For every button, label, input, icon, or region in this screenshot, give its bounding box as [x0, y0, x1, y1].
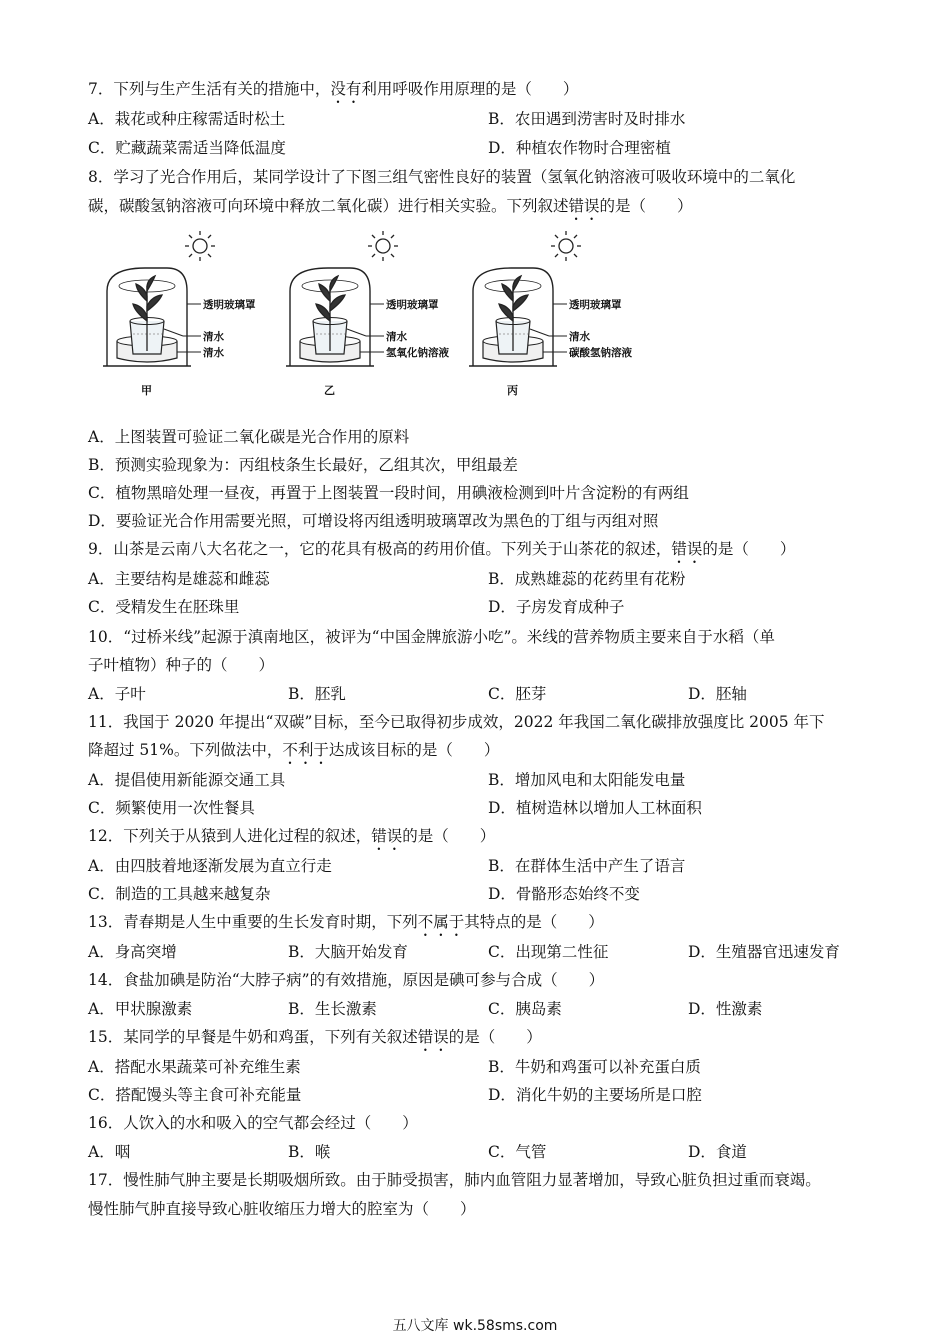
q15-option-c: C．搭配馒头等主食可补充能量: [88, 1086, 302, 1104]
q15-option-b: B．牛奶和鸡蛋可以补充蛋白质: [488, 1058, 701, 1076]
q14-option-c: C．胰岛素: [488, 1000, 562, 1018]
q10-option-c: C．胚芽: [488, 685, 547, 703]
label-dish-solution: 氢氧化钠溶液: [386, 347, 449, 359]
q10-stem-line1: 10．“过桥米线”起源于滇南地区，被评为“中国金牌旅游小吃”。米线的营养物质主要来自于水稻（单: [88, 628, 775, 646]
q12-option-c: C．制造的工具越来越复杂: [88, 885, 271, 903]
setup-jia: [103, 231, 256, 397]
q7-option-c: C．贮藏蔬菜需适当降低温度: [88, 139, 286, 157]
q11-stem-line2: 降超过 51%。下列做法中，不利于达成该目标的是（ ）: [88, 741, 500, 759]
setup-bing: [469, 231, 632, 397]
label-water-beaker: 清水: [203, 331, 224, 343]
q11-option-b: B．增加风电和太阳能发电量: [488, 771, 686, 789]
q13-option-d: D．生殖器官迅速发育: [688, 943, 840, 961]
sun-icon: [551, 231, 581, 261]
q14-option-d: D．性激素: [688, 1000, 763, 1018]
q10-option-b: B．胚乳: [288, 685, 346, 703]
q8-option-b: B．预测实验现象为：丙组枝条生长最好，乙组其次，甲组最差: [88, 456, 518, 474]
q13-stem: 13．青春期是人生中重要的生长发育时期，下列不属于其特点的是（ ）: [88, 913, 604, 931]
setup-yi: [286, 231, 449, 397]
q9-option-c: C．受精发生在胚珠里: [88, 598, 240, 616]
q12-stem: 12．下列关于从猿到人进化过程的叙述，错误的是（ ）: [88, 827, 496, 845]
q17-stem-line2: 慢性肺气肿直接导致心脏收缩压力增大的腔室为（ ）: [88, 1200, 476, 1218]
q9-option-a: A．主要结构是雄蕊和雌蕊: [88, 570, 270, 588]
label-glass-cover: 透明玻璃罩: [569, 299, 622, 311]
q8-stem-line2: 碳，碳酸氢钠溶液可向环境中释放二氧化碳）进行相关实验。下列叙述错误的是（ ）: [88, 197, 693, 215]
q16-stem: 16．人饮入的水和吸入的空气都会经过（ ）: [88, 1114, 418, 1132]
q16-option-d: D．食道: [688, 1143, 747, 1161]
label-glass-cover: 透明玻璃罩: [203, 299, 256, 311]
q16-option-c: C．气管: [488, 1143, 547, 1161]
q14-stem: 14．食盐加碘是防治“大脖子病”的有效措施，原因是碘可参与合成（ ）: [88, 971, 605, 989]
q7-stem: 7．下列与生产生活有关的措施中，没有利用呼吸作用原理的是（ ）: [88, 80, 579, 98]
caption-yi: 乙: [324, 384, 335, 397]
q11-stem-line1: 11．我国于 2020 年提出“双碳”目标，至今已取得初步成效，2022 年我国二氧化碳排放强度比 2005 年下: [88, 713, 825, 731]
caption-jia: 甲: [141, 384, 152, 397]
q16-option-b: B．喉: [288, 1143, 331, 1161]
q7-option-d: D．种植农作物时合理密植: [488, 139, 671, 157]
q8-option-d: D．要验证光合作用需要光照，可增设将丙组透明玻璃罩改为黑色的丁组与丙组对照: [88, 512, 659, 530]
caption-bing: 丙: [507, 384, 518, 397]
q15-stem: 15．某同学的早餐是牛奶和鸡蛋，下列有关叙述错误的是（ ）: [88, 1028, 542, 1046]
q9-option-d: D．子房发育成种子: [488, 598, 625, 616]
q14-option-b: B．生长激素: [288, 1000, 377, 1018]
q11-option-d: D．植树造林以增加人工林面积: [488, 799, 702, 817]
q17-stem-line1: 17．慢性肺气肿主要是长期吸烟所致。由于肺受损害，肺内血管阻力显著增加，导致心脏负担过重而衰竭。: [88, 1171, 821, 1189]
q8-experiment-figure: [95, 226, 632, 406]
q11-option-c: C．频繁使用一次性餐具: [88, 799, 255, 817]
label-water-beaker: 清水: [386, 331, 407, 343]
q13-option-a: A．身高突增: [88, 943, 177, 961]
q10-option-d: D．胚轴: [688, 685, 747, 703]
q10-stem-line2: 子叶植物）种子的（ ）: [88, 656, 275, 674]
label-glass-cover: 透明玻璃罩: [386, 299, 439, 311]
q12-option-d: D．骨骼形态始终不变: [488, 885, 640, 903]
label-dish-solution: 清水: [203, 347, 224, 359]
q10-option-a: A．子叶: [88, 685, 146, 703]
q12-option-a: A．由四肢着地逐渐发展为直立行走: [88, 857, 332, 875]
sun-icon: [368, 231, 398, 261]
label-dish-solution: 碳酸氢钠溶液: [569, 347, 632, 359]
q9-stem: 9．山茶是云南八大名花之一，它的花具有极高的药用价值。下列关于山茶花的叙述，错误的是（ ）: [88, 540, 796, 558]
q13-option-c: C．出现第二性征: [488, 943, 609, 961]
q9-option-b: B．成熟雄蕊的花药里有花粉: [488, 570, 686, 588]
label-water-beaker: 清水: [569, 331, 590, 343]
q12-option-b: B．在群体生活中产生了语言: [488, 857, 686, 875]
q8-option-a: A．上图装置可验证二氧化碳是光合作用的原料: [88, 428, 410, 446]
q14-option-a: A．甲状腺激素: [88, 1000, 193, 1018]
q7-option-a: A．栽花或种庄稼需适时松土: [88, 110, 286, 128]
q8-option-c: C．植物黑暗处理一昼夜，再置于上图装置一段时间，用碘液检测到叶片含淀粉的有两组: [88, 484, 689, 502]
footer-watermark: 五八文库 wk.58sms.com: [392, 1318, 558, 1334]
q16-option-a: A．咽: [88, 1143, 131, 1161]
q15-option-d: D．消化牛奶的主要场所是口腔: [488, 1086, 702, 1104]
q15-option-a: A．搭配水果蔬菜可补充维生素: [88, 1058, 301, 1076]
q11-option-a: A．提倡使用新能源交通工具: [88, 771, 286, 789]
q7-option-b: B．农田遇到涝害时及时排水: [488, 110, 686, 128]
q8-stem-line1: 8．学习了光合作用后，某同学设计了下图三组气密性良好的装置（氢氧化钠溶液可吸收环境中的二氧化: [88, 168, 796, 186]
q13-option-b: B．大脑开始发育: [288, 943, 408, 961]
sun-icon: [185, 231, 215, 261]
